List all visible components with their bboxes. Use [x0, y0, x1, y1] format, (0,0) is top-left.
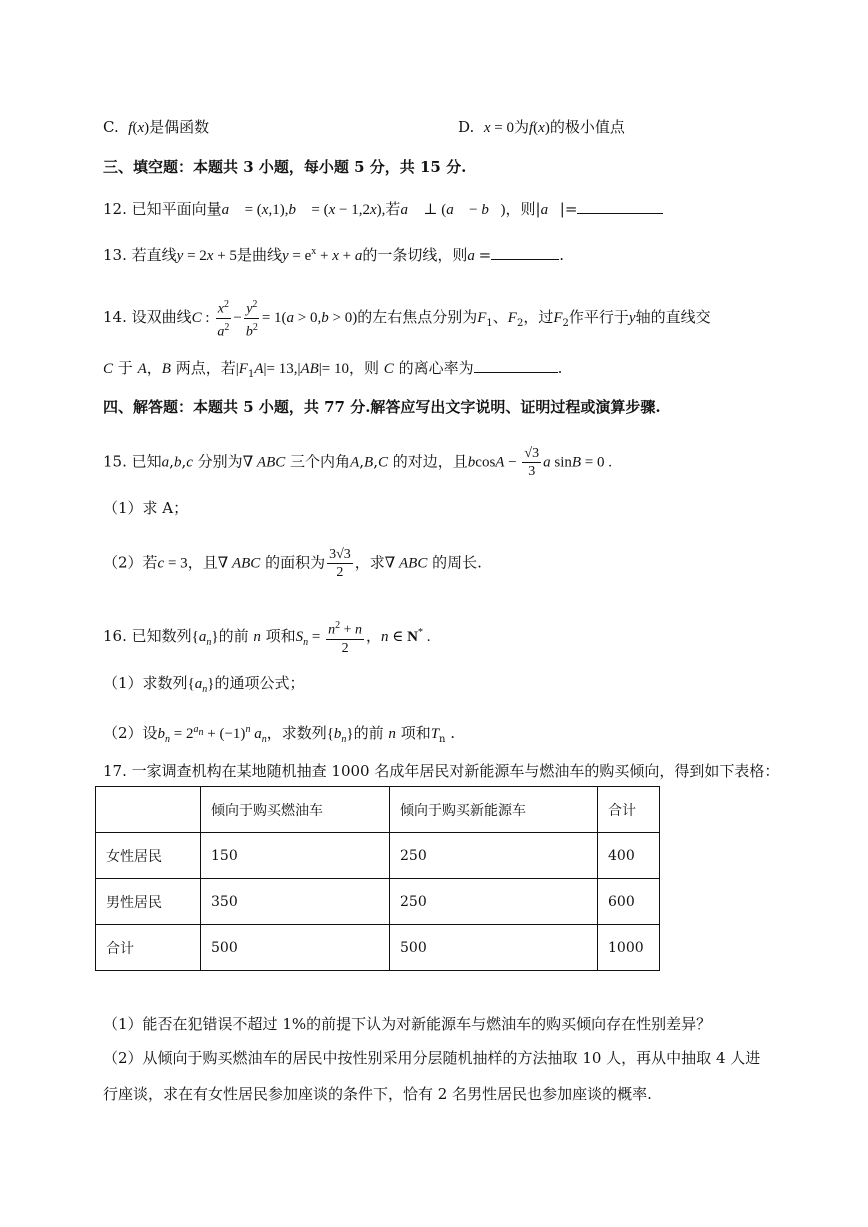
question-15-part1: （1）求 A；	[103, 499, 189, 517]
question-16: 16. 已知数列$\{a_n\}$的前 n 项和$S_n$ = $\frac{n^2 + n}{2}$ ，n ∈ N* .	[103, 617, 431, 657]
table-cell: 250	[390, 879, 598, 925]
question-17-part1: （1）能否在犯错误不超过 1%的前提下认为对新能源车与燃油车的购买倾向存在性别差异？	[103, 1015, 712, 1033]
table-cell: 400	[598, 833, 660, 879]
table-cell: 150	[201, 833, 390, 879]
table-cell: 1000	[598, 925, 660, 971]
question-17: 17. 一家调查机构在某地随机抽查 1000 名成年居民对新能源车与燃油车的购买倾向，得到如下表格：	[103, 762, 780, 780]
table-cell: 350	[201, 879, 390, 925]
question-13: 13. 若直线y = 2x + 5是曲线$y = e^x + x + a$的一条切线，则a = .	[103, 241, 564, 267]
math-fx: f	[128, 120, 133, 136]
question-14: 14. 设双曲线C : $\frac{x^2}{a^2}$ − $\frac{y^2}{b^2}$ = 1(a > 0,b > 0)的左右焦点分别为$F_1$、$F_2$，过$F_2$作平行于y轴的直线交	[103, 296, 711, 340]
section-heading-fill-in: 三、填空题：本题共 3 小题，每小题 5 分，共 15 分.	[103, 158, 467, 176]
q11-option-d: D. x = 0为f(x)的极小值点	[458, 118, 625, 136]
survey-table	[95, 786, 660, 971]
table-cell: 600	[598, 879, 660, 925]
section-heading-solutions: 四、解答题：本题共 5 小题，共 77 分.解答应写出文字说明、证明过程或演算步骤.	[103, 398, 661, 416]
answer-blank	[577, 197, 663, 214]
question-16-part2: （2）设$b_n = 2^{a_n} + (-1)^n$ $a_n$，求数列$\{b_n\}$的前 n 项和$T_n$ .	[103, 724, 456, 745]
fraction: $\frac{√3}{3}$	[524, 446, 540, 479]
fraction: $\frac{x^2}{a^2}$	[215, 296, 231, 340]
answer-blank	[474, 356, 558, 373]
question-17-part2-line2: 行座谈，求在有女性居民参加座谈的条件下，恰有 2 名男性居民也参加座谈的概率.	[103, 1085, 652, 1103]
fraction: $\frac{n^2 + n}{2}$	[326, 617, 364, 657]
table-cell: 倾向于购买新能源车	[390, 787, 598, 833]
question-16-part1: （1）求数列$\{a_n\}$的通项公式；	[103, 674, 305, 695]
table-cell: 合计	[598, 787, 660, 833]
table-header-row	[96, 787, 660, 833]
table-row	[96, 833, 660, 879]
table-cell: 250	[390, 833, 598, 879]
table-cell: 女性居民	[96, 833, 201, 879]
table-cell: 男性居民	[96, 879, 201, 925]
table-cell: 500	[390, 925, 598, 971]
table-cell: 500	[201, 925, 390, 971]
fraction: $\frac{3√3}{2}$	[329, 547, 351, 580]
table-cell: 倾向于购买燃油车	[201, 787, 390, 833]
answer-blank	[491, 243, 559, 260]
table-row	[96, 925, 660, 971]
table-cell	[96, 787, 201, 833]
question-15: 15. 已知a,b,c 分别为∇ ABC 三个内角A,B,C 的对边，且bcosA − $\frac{√3}{3}$ a sinB = 0 .	[103, 446, 613, 479]
fraction: $\frac{y^2}{b^2}$	[244, 296, 260, 340]
question-14-line2: C 于 A，B 两点，若$|F_1A|= 13,|AB|= 10$，则 C 的离心率为 .	[103, 356, 562, 386]
table-row	[96, 879, 660, 925]
question-15-part2: （2）若c = 3，且∇ ABC 的面积为 $\frac{3√3}{2}$ ，求∇ ABC 的周长.	[103, 547, 482, 580]
question-12: 12. 已知平面向量a⃗ = (x,1),b⃗ = (x − 1,2x),若a⃗ ⊥ (a⃗ − b⃗)，则|a⃗|=	[103, 197, 663, 221]
q11-option-c: C. f(x)是偶函数	[103, 118, 210, 136]
question-17-part2-line1: （2）从倾向于购买燃油车的居民中按性别采用分层随机抽样的方法抽取 10 人，再从中抽取 4 人进	[103, 1049, 761, 1067]
table-cell: 合计	[96, 925, 201, 971]
